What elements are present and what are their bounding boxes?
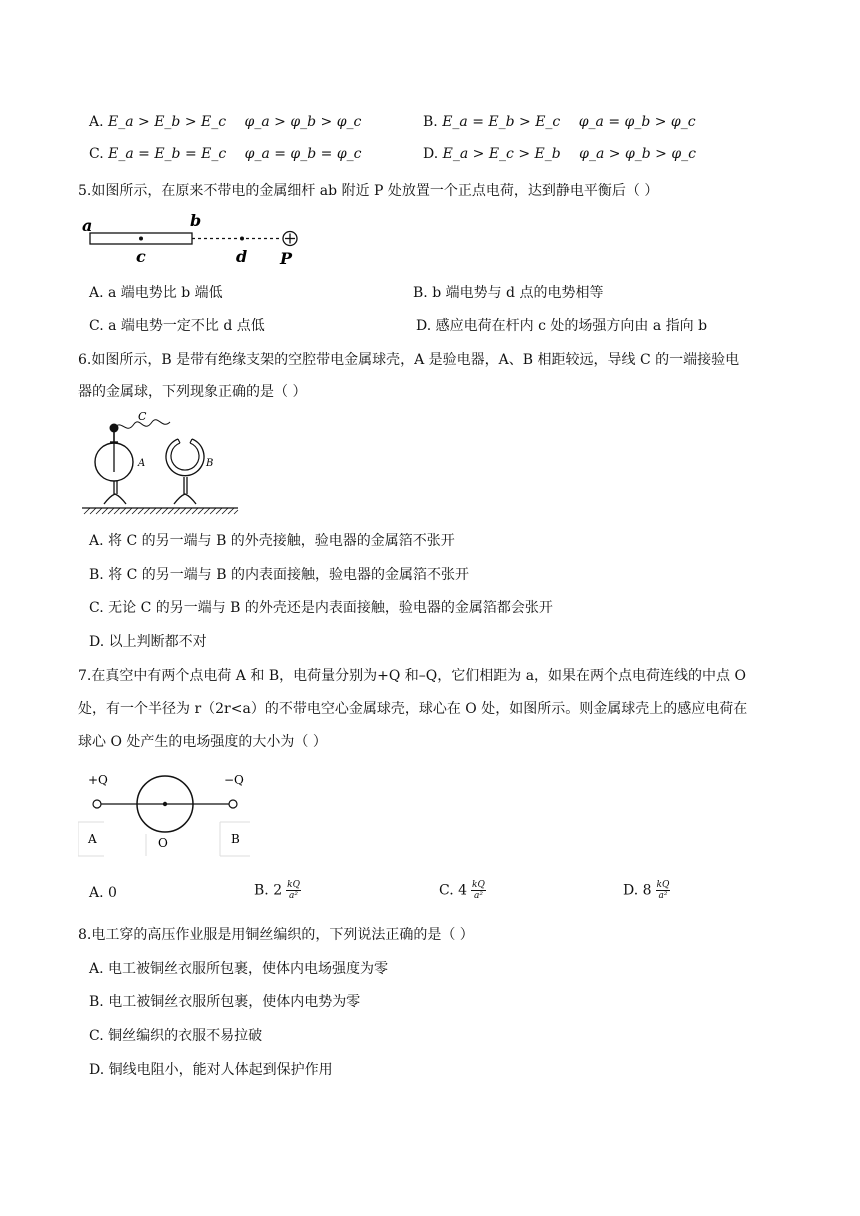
q4-b-potential-relation: φ_a = φ_b > φ_c — [578, 114, 696, 130]
q4-b-field-relation: E_a = E_b > E_c — [442, 114, 561, 130]
label-p: P — [280, 249, 293, 268]
q4-option-d — [423, 146, 696, 162]
option-letter: A. — [89, 114, 104, 130]
q6-option-c: C. 无论 C 的另一端与 B 的外壳还是内表面接触，验电器的金属箔都会张开 — [89, 600, 553, 616]
q4-a-potential-relation: φ_a > φ_b > φ_c — [244, 114, 362, 130]
charge-a — [93, 800, 101, 808]
label-a: a — [82, 216, 93, 235]
q8-option-a: A. 电工被铜丝衣服所包裹，使体内电场强度为零 — [89, 961, 389, 977]
q7-option-a: A. 0 — [89, 885, 117, 901]
ground-hatch — [84, 508, 238, 514]
q6-option-d: D. 以上判断都不对 — [89, 634, 207, 650]
point-c-dot — [139, 237, 143, 241]
q6-option-b: B. 将 C 的另一端与 B 的内表面接触，验电器的金属箔不张开 — [89, 567, 469, 583]
q6-stem-line-2: 器的金属球，下列现象正确的是（ ） — [78, 384, 307, 400]
q5-stem: 5.如图所示，在原来不带电的金属细杆 ab 附近 P 处放置一个正点电荷，达到静电平衡后（ ） — [78, 183, 659, 199]
label-a: A — [88, 832, 97, 846]
q7-option-c: C. 4 $\frac{kQ}{\text{a²}}$ — [439, 880, 485, 901]
label-a: A — [138, 458, 146, 469]
q8-stem: 8.电工穿的高压作业服是用铜丝编织的，下列说法正确的是（ ） — [78, 927, 474, 943]
q8-option-c: C. 铜丝编织的衣服不易拉破 — [89, 1028, 263, 1044]
q4-a-field-relation: E_a > E_b > E_c — [108, 114, 227, 130]
q5-option-a: A. a 端电势比 b 端低 — [89, 285, 223, 301]
q7-option-b: B. 2 $\frac{kQ}{\text{a²}}$ — [254, 880, 300, 901]
point-d-dot — [240, 237, 244, 241]
center-o-dot — [163, 802, 167, 806]
fraction-kq-over-a2: $\frac{kQ}{\text{a²}}$ — [287, 880, 300, 901]
label-b: B — [231, 832, 240, 846]
q5-option-d: D. 感应电荷在杆内 c 处的场强方向由 a 指向 b — [416, 318, 708, 334]
label-minus-q: −Q — [224, 773, 244, 787]
q5-figure-rod-and-charge — [80, 208, 305, 268]
charge-b — [229, 800, 237, 808]
q4-d-potential-relation: φ_a > φ_b > φ_c — [579, 146, 696, 162]
label-wire-c: C — [138, 410, 147, 423]
q4-option-c — [89, 146, 361, 162]
q5-option-c: C. a 端电势一定不比 d 点低 — [89, 318, 265, 334]
label-d: d — [236, 247, 248, 266]
q6-stem-line-1: 6.如图所示，B 是带有绝缘支架的空腔带电金属球壳，A 是验电器，A、B 相距较远，导线 C 的一端接验电 — [78, 352, 740, 368]
label-plus-q: +Q — [88, 773, 108, 787]
q6-figure-electroscope-and-shell — [80, 408, 240, 520]
label-c: c — [136, 247, 146, 266]
electroscope-ball — [110, 424, 119, 433]
fraction-kq-over-a2: $\frac{kQ}{\text{a²}}$ — [472, 880, 485, 901]
q5-option-b: B. b 端电势与 d 点的电势相等 — [413, 285, 604, 301]
option-letter: B. — [423, 114, 438, 130]
q4-c-potential-relation: φ_a = φ_b = φ_c — [244, 146, 362, 162]
q4-d-field-relation: E_a > E_c > E_b — [442, 146, 561, 162]
label-b: B — [206, 458, 214, 469]
q4-c-field-relation: E_a = E_b = E_c — [108, 146, 227, 162]
q4-option-a — [89, 114, 361, 130]
label-b: b — [190, 211, 202, 230]
q4-option-b — [423, 114, 696, 130]
q8-option-d: D. 铜线电阻小，能对人体起到保护作用 — [89, 1062, 333, 1078]
q7-option-d: D. 8 $\frac{kQ}{\text{a²}}$ — [623, 880, 670, 901]
q7-stem-line-1: 7.在真空中有两个点电荷 A 和 B，电荷量分别为+Q 和–Q，它们相距为 a，如果在两个点电荷连线的中点 O — [78, 668, 746, 684]
q7-stem-line-2: 处，有一个半径为 r（2r<a）的不带电空心金属球壳，球心在 O 处，如图所示。则金属球壳上的感应电荷在 — [78, 701, 748, 717]
q7-figure-charges-and-shell — [78, 764, 258, 862]
q8-option-b: B. 电工被铜丝衣服所包裹，使体内电势为零 — [89, 994, 361, 1010]
option-letter: C. — [89, 146, 104, 162]
fraction-kq-over-a2: $\frac{kQ}{\text{a²}}$ — [656, 880, 670, 901]
label-o: O — [158, 836, 168, 850]
option-letter: D. — [423, 146, 439, 162]
q7-stem-line-3: 球心 O 处产生的电场强度的大小为（ ） — [78, 734, 327, 750]
q6-option-a: A. 将 C 的另一端与 B 的外壳接触，验电器的金属箔不张开 — [89, 533, 455, 549]
